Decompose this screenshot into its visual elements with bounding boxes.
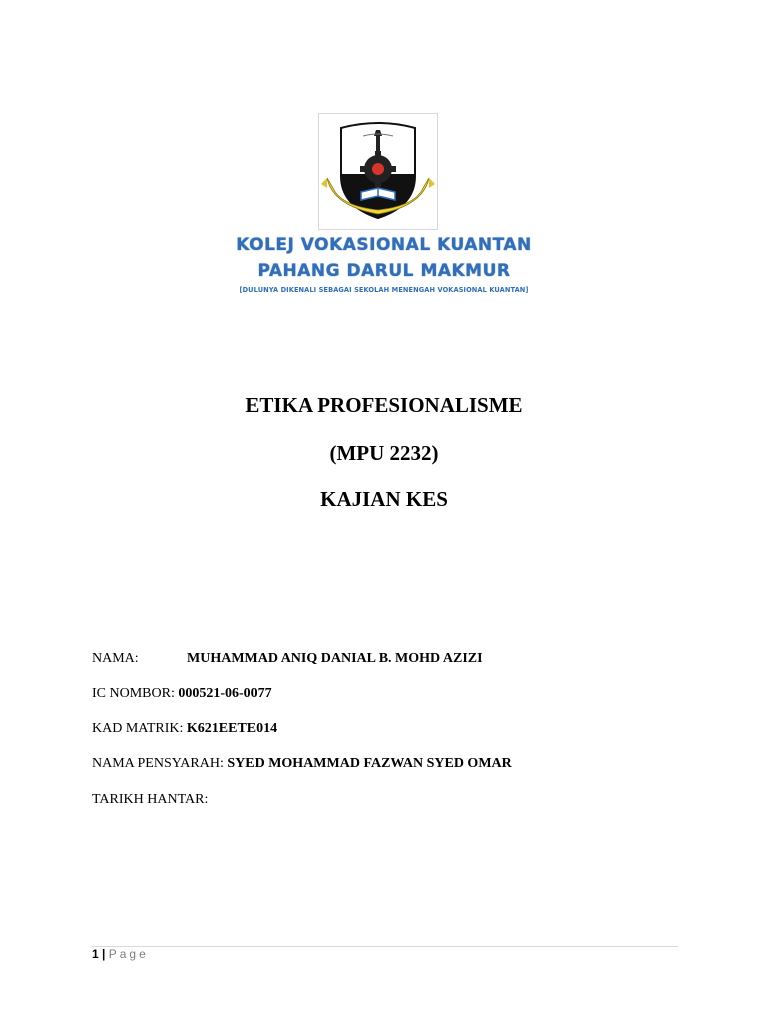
- page-number: 1: [92, 947, 99, 961]
- nama-label: NAMA:: [92, 651, 139, 666]
- school-crest-icon: [319, 114, 437, 229]
- page-word: Page: [108, 947, 149, 961]
- field-tarikh-hantar: [92, 792, 208, 808]
- page-separator: |: [102, 947, 106, 961]
- nama-value: MUHAMMAD ANIQ DANIAL B. MOHD AZIZI: [187, 651, 483, 666]
- subject-title: ETIKA PROFESIONALISME: [245, 393, 523, 417]
- college-banner: [200, 232, 568, 296]
- matrik-value: K621EETE014: [186, 721, 278, 736]
- pensyarah-value: SYED MOHAMMAD FAZWAN SYED OMAR: [227, 756, 512, 771]
- ic-label: IC NOMBOR:: [92, 686, 175, 701]
- field-kad-matrik: [92, 721, 277, 737]
- college-name: KOLEJ VOKASIONAL KUANTAN: [236, 235, 532, 255]
- subject-code: (MPU 2232): [329, 441, 439, 465]
- school-logo: [318, 113, 438, 230]
- ic-value: 000521-06-0077: [178, 686, 272, 701]
- page-footer: [92, 947, 149, 961]
- pensyarah-label: NAMA PENSYARAH:: [92, 756, 224, 771]
- matrik-label: KAD MATRIK:: [92, 721, 184, 736]
- assignment-type: KAJIAN KES: [320, 487, 448, 511]
- college-state: PAHANG DARUL MAKMUR: [257, 261, 511, 281]
- college-former-name: [DULUNYA DIKENALI SEBAGAI SEKOLAH MENENGAH VOKASIONAL KUANTAN]: [239, 286, 529, 294]
- field-nama-pensyarah: [92, 756, 512, 772]
- footer-divider: [92, 946, 678, 947]
- tarikh-label: TARIKH HANTAR:: [92, 792, 209, 807]
- field-ic-nombor: [92, 686, 272, 702]
- field-nama: [92, 651, 483, 667]
